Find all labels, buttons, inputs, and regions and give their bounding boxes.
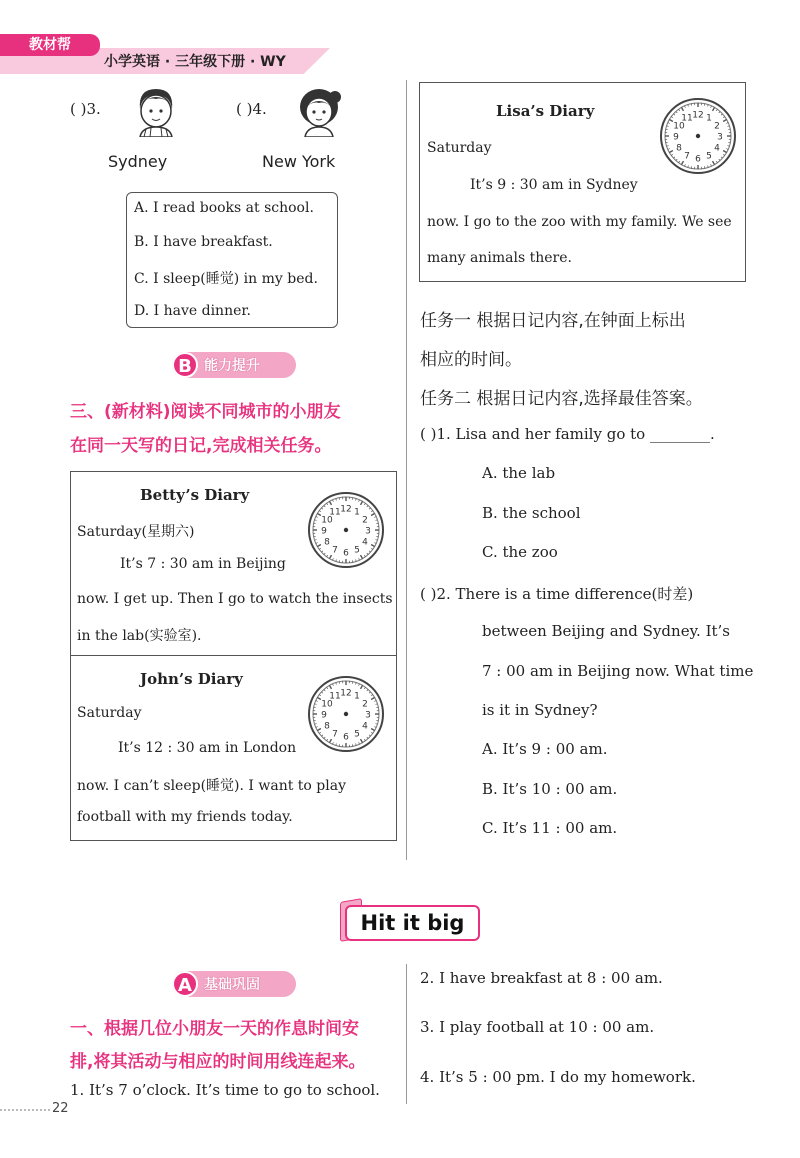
section-a-letter: A: [172, 971, 198, 997]
clock-number: 11: [329, 691, 341, 702]
q2-line2: between Beijing and Sydney. It’s: [482, 622, 731, 640]
betty-line3: in the lab(实验室).: [77, 628, 202, 644]
lisa-clock-face[interactable]: [658, 96, 738, 176]
clock-number: 12: [340, 504, 352, 515]
clock-center: [344, 528, 348, 532]
page-number: 22: [52, 1101, 69, 1116]
section-b-label: 能力提升: [204, 358, 260, 374]
clock-number: 9: [321, 710, 327, 721]
task2-instruction: 任务二 根据日记内容,选择最佳答案。: [420, 389, 703, 409]
betty-title: Betty’s Diary: [140, 486, 250, 504]
clock-number: 4: [362, 537, 368, 548]
betty-line2: now. I get up. Then I go to watch the insects: [77, 591, 393, 607]
section-b-badge: [172, 352, 296, 378]
lisa-line1: It’s 9 : 30 am in Sydney: [470, 177, 638, 193]
section-a-label: 基础巩固: [204, 977, 260, 993]
john-line2: now. I can’t sleep(睡觉). I want to play: [77, 778, 347, 794]
betty-line1: It’s 7 : 30 am in Beijing: [120, 556, 286, 572]
clock-number: 11: [329, 507, 341, 518]
section1-line2: 排,将其活动与相应的时间用线连起来。: [70, 1052, 366, 1072]
clock-number: 2: [714, 121, 720, 132]
q2-option-a: A. It’s 9 : 00 am.: [482, 740, 608, 758]
clock-number: 11: [681, 113, 693, 124]
q2-line3: 7 : 00 am in Beijing now. What time: [482, 662, 754, 680]
sentence-1: 1. It’s 7 o’clock. It’s time to go to school.: [70, 1081, 380, 1099]
clock-number: 2: [362, 515, 368, 526]
q2-option-c: C. It’s 11 : 00 am.: [482, 819, 618, 837]
lisa-title: Lisa’s Diary: [496, 102, 595, 120]
q3-prefix: ( )3.: [70, 100, 101, 118]
john-day: Saturday: [77, 705, 142, 721]
clock-number: 5: [354, 729, 360, 740]
sentence-3: 3. I play football at 10 : 00 am.: [420, 1018, 655, 1036]
q2-line4: is it in Sydney?: [482, 701, 598, 719]
diary-divider: [70, 655, 397, 656]
clock-number: 8: [676, 143, 682, 154]
clock-center: [344, 712, 348, 716]
clock-center: [696, 134, 700, 138]
clock-number: 7: [332, 545, 338, 556]
clock-number: 10: [321, 699, 333, 710]
column-divider-bottom: [406, 964, 407, 1104]
betty-day: Saturday(星期六): [77, 524, 195, 540]
sentence-2: 2. I have breakfast at 8 : 00 am.: [420, 969, 663, 987]
john-clock-face[interactable]: [306, 674, 386, 754]
footer-dots: [0, 1109, 50, 1113]
hit-it-big-title: Hit it big: [345, 905, 480, 941]
option-c: C. I sleep(睡觉) in my bed.: [134, 271, 318, 287]
column-divider: [406, 80, 407, 860]
section-b-letter: B: [172, 352, 198, 378]
option-d: D. I have dinner.: [134, 303, 251, 319]
john-line1: It’s 12 : 30 am in London: [118, 740, 297, 756]
clock-number: 3: [717, 132, 723, 143]
q1-stem: ( )1. Lisa and her family go to ________.: [420, 425, 715, 443]
q2-stem: ( )2. There is a time difference(时差): [420, 585, 694, 603]
clock-number: 6: [695, 154, 701, 165]
clock-number: 6: [343, 548, 349, 559]
q1-option-b: B. the school: [482, 504, 581, 522]
clock-number: 7: [684, 151, 690, 162]
lisa-line3: many animals there.: [427, 250, 572, 266]
clock-number: 1: [706, 113, 712, 124]
clock-number: 5: [706, 151, 712, 162]
section-a-badge: [172, 971, 296, 997]
clock-number: 1: [354, 691, 360, 702]
clock-number: 6: [343, 732, 349, 743]
clock-number: 2: [362, 699, 368, 710]
clock-number: 1: [354, 507, 360, 518]
clock-number: 9: [321, 526, 327, 537]
sentence-4: 4. It’s 5 : 00 pm. I do my homework.: [420, 1068, 696, 1086]
clock-number: 8: [324, 721, 330, 732]
betty-clock-face[interactable]: [306, 490, 386, 570]
city-sydney: Sydney: [108, 152, 168, 171]
john-title: John’s Diary: [140, 670, 243, 688]
john-line3: football with my friends today.: [77, 809, 293, 825]
section1-line1: 一、根据几位小朋友一天的作息时间安: [70, 1019, 359, 1039]
clock-number: 3: [365, 710, 371, 721]
clock-number: 4: [714, 143, 720, 154]
girl-illustration: [295, 85, 343, 137]
header-tag: 教材帮: [0, 34, 100, 56]
clock-number: 10: [321, 515, 333, 526]
clock-number: 3: [365, 526, 371, 537]
clock-number: 7: [332, 729, 338, 740]
q2-option-b: B. It’s 10 : 00 am.: [482, 780, 618, 798]
lisa-day: Saturday: [427, 140, 492, 156]
q1-option-c: C. the zoo: [482, 543, 558, 561]
clock-number: 4: [362, 721, 368, 732]
task1-line2: 相应的时间。: [420, 350, 522, 370]
clock-number: 12: [692, 110, 704, 121]
header-title: 小学英语 · 三年级下册 · WY: [104, 54, 286, 70]
clock-number: 10: [673, 121, 685, 132]
city-new-york: New York: [262, 152, 336, 171]
option-a: A. I read books at school.: [134, 200, 314, 216]
clock-number: 5: [354, 545, 360, 556]
clock-number: 9: [673, 132, 679, 143]
section3-line2: 在同一天写的日记,完成相关任务。: [70, 436, 332, 456]
option-b: B. I have breakfast.: [134, 234, 273, 250]
task1-line1: 任务一 根据日记内容,在钟面上标出: [420, 311, 686, 331]
q1-option-a: A. the lab: [482, 464, 556, 482]
q4-prefix: ( )4.: [236, 100, 267, 118]
section3-line1: 三、(新材料)阅读不同城市的小朋友: [70, 402, 341, 422]
lisa-line2: now. I go to the zoo with my family. We see: [427, 214, 732, 230]
clock-number: 8: [324, 537, 330, 548]
boy-illustration: [132, 85, 180, 137]
clock-number: 12: [340, 688, 352, 699]
